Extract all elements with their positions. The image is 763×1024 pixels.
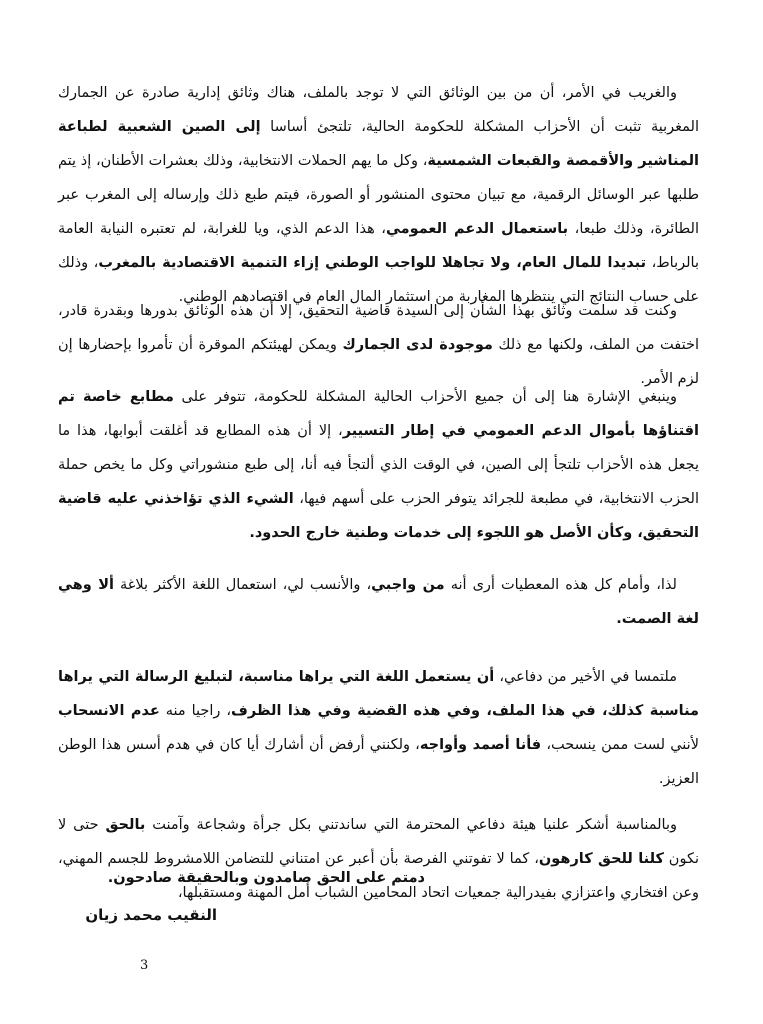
text-run: لأنني لست ممن ينسحب، [541, 737, 699, 753]
bold-text: فأنا أصمد وأواجه [419, 737, 542, 753]
text-run: ، وذلك على حساب النتائج التي ينتظرها المغاربة من استثمار المال العام في اقتصادهم الوطني. [58, 255, 699, 305]
bold-text: الشيء الذي تؤاخذني عليه قاضية التحقيق، وكأن الأصل هو اللجوء إلى خدمات وطنية خارج الحدود. [58, 491, 699, 541]
text-run: وكنت قد سلمت وثائق بهذا الشأن إلى السيدة قاضية التحقيق، إلا أن هذه الوثائق بدورها وبقدرة قادر، اختفت من الملف، ولكنها مع ذلك [58, 303, 699, 353]
text-run: ويمكن لهيئتكم الموقرة أن تأمروا بإحضارها إن لزم الأمر. [58, 337, 699, 387]
text-run: وينبغي الإشارة هنا إلى أن جميع الأحزاب الحالية المشكلة للحكومة، تتوفر على [173, 389, 677, 405]
text-run: والغريب في الأمر، أن من بين الوثائق التي لا توجد بالملف، هناك وثائق إدارية صادرة عن الجمارك المغربية تثبت أن الأحزاب المشكلة للحكومة الحالية، تلتجئ أساسا [58, 85, 699, 135]
bold-text: باستعمال الدعم العمومي [385, 221, 569, 237]
paragraph [58, 568, 699, 636]
text-run: ، إلا أن هذه المطابع قد أغلقت أبوابها، هذا ما يجعل هذه الأحزاب تلتجأ إلى الصين، في الوقت الذي ألتجأ فيه أنا، إلى طبع منشوراتي وكل ما يخص حملة الحزب الانتخابية، في مطبعة للجرائد يتوفر الحزب على أسهم فيها، [58, 423, 699, 507]
text-run: حتى لا نكون [58, 817, 699, 867]
bold-text: من واجبي [371, 577, 445, 593]
page-number: 3 [140, 958, 149, 973]
bold-text: كلنا للحق كارهون [538, 851, 664, 867]
text-run: ، كما لا تفوتني الفرصة بأن أعبر عن امتناني للتضامن اللامشروط للجسم المهني، وعن افتخاري واعتزازي بفيدرالية جمعيات اتحاد المحامين الشباب أمل المهنة ومستقبلها، [58, 851, 699, 901]
text-run: ، هذا الدعم الذي، ويا للغرابة، لم تعتبره النيابة العامة بالرباط، [58, 221, 699, 271]
text-run: ، والأنسب لي، استعمال اللغة الأكثر بلاغة [113, 577, 372, 593]
paragraph [58, 294, 699, 387]
paragraph [58, 76, 699, 305]
bold-text: ألا وهي لغة الصمت. [58, 577, 699, 627]
paragraph [58, 660, 699, 796]
bold-text: أن يستعمل اللغة التي يراها مناسبة، لتبليغ الرسالة التي يراها مناسبة كذلك، في هذا الملف، وفي هذه القضية وفي هذا الظرف [58, 669, 700, 719]
paragraph [58, 380, 699, 550]
text-run: ، وكل ما يهم الحملات الانتخابية، وذلك بعشرات الأطنان، إذ يتم طلبها عبر الوسائل الرقمية، مع تبيان محتوى المنشور أو الصورة، فيتم طبع ذلك وإرساله إلى المغرب عبر الطائرة، وذلك طبعا، [58, 153, 699, 237]
signature: النقيب محمد زيان [85, 906, 217, 924]
text-run: ، ولكنني أرفض أن أشارك أيا كان في هدم أسس هذا الوطن العزيز. [58, 737, 699, 787]
bold-text: عدم الانسحاب [58, 703, 160, 719]
bold-text: موجودة لدى الجمارك [342, 337, 493, 353]
bold-text: إلى الصين الشعبية لطباعة المناشير والأقمصة والقبعات الشمسية [58, 119, 699, 169]
bold-text: تبديدا للمال العام، ولا تجاهلا للواجب الوطني إزاء التنمية الاقتصادية بالمغرب [98, 255, 647, 271]
text-run: لذا، وأمام كل هذه المعطيات أرى أنه [444, 577, 677, 593]
text-run: ، راجيا منه [159, 703, 232, 719]
text-run: ملتمسا في الأخير من دفاعي، [494, 669, 677, 685]
closing-line: دمتم على الحق صامدون وبالحقيقة صادحون. [107, 870, 425, 886]
text-run: وبالمناسبة أشكر علنيا هيئة دفاعي المحترمة التي ساندتني بكل جرأة وشجاعة وآمنت [145, 817, 677, 833]
bold-text: بالحق [105, 817, 146, 833]
bold-text: مطابع خاصة تم اقتناؤها بأموال الدعم العمومي في إطار التسيير [58, 389, 699, 439]
paragraph [58, 808, 699, 910]
